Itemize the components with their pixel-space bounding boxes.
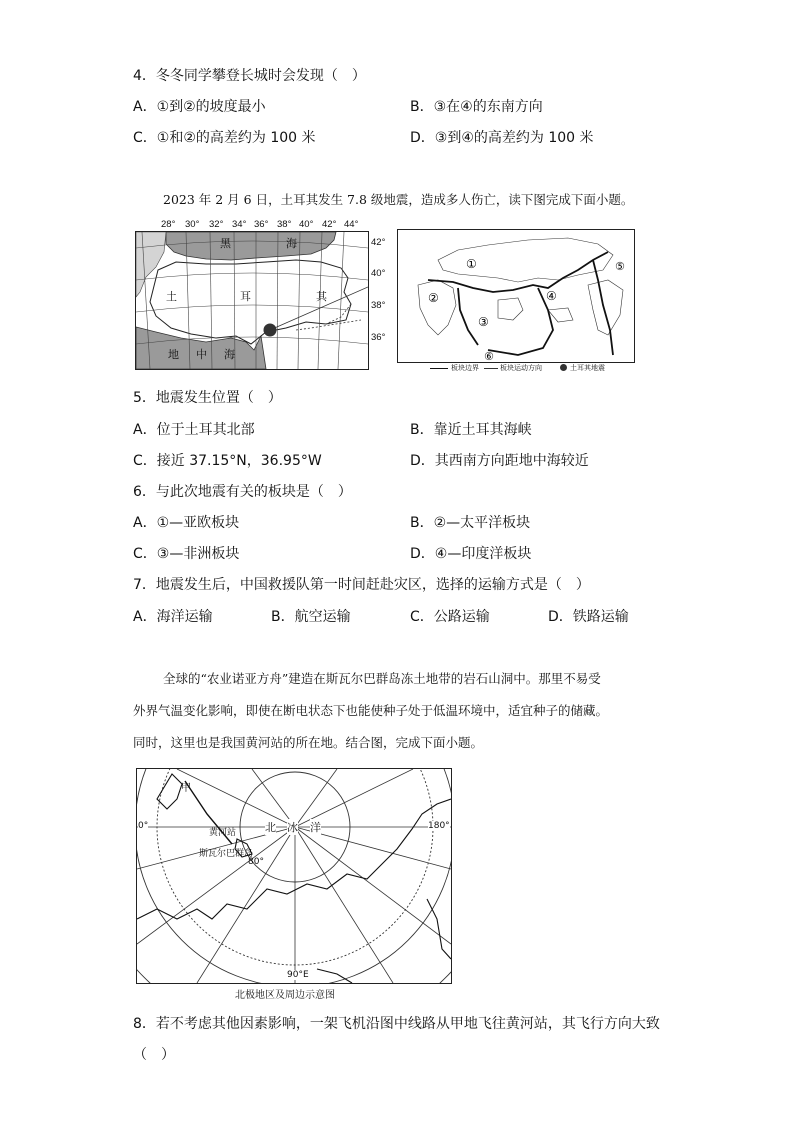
lon-tick: 42° (322, 219, 337, 230)
station-label: 黄河站 (209, 828, 237, 838)
arctic-map (136, 768, 452, 984)
plate-map-graphic (398, 230, 634, 362)
question-5-option-b: B．靠近土耳其海峡 (410, 422, 532, 438)
question-4-option-d: D．③到④的高差约为 100 米 (410, 130, 594, 146)
question-4-stem: 4．冬冬同学攀登长城时会发现（ ） (133, 68, 366, 84)
plate-marker-2: ② (428, 291, 439, 305)
med-label-3: 海 (224, 348, 235, 361)
lon-tick: 38° (277, 219, 292, 230)
lat-80-label: 80° (248, 857, 264, 867)
question-7-stem: 7．地震发生后，中国救援队第一时间赶赴灾区，选择的运输方式是（ ） (133, 577, 590, 593)
question-7-option-b: B．航空运输 (271, 609, 351, 625)
question-4-option-c: C．①和②的高差约为 100 米 (133, 130, 316, 146)
question-6-stem: 6．与此次地震有关的板块是（ ） (133, 484, 352, 500)
turkey-quake-intro: 2023 年 2 月 6 日，土耳其发生 7.8 级地震，造成多人伤亡，读下图完成下面小题。 (163, 192, 634, 207)
question-5-option-d: D．其西南方向距地中海较近 (410, 453, 589, 469)
lon-0-label: 0° (138, 821, 149, 831)
lon-tick: 32° (209, 219, 224, 230)
arctic-map-caption: 北极地区及周边示意图 (235, 990, 335, 1001)
legend-quake-swatch (560, 364, 567, 371)
lat-tick: 36° (371, 332, 386, 343)
ocean-label-2: 冰 (287, 821, 298, 834)
arctic-map-graphic (137, 769, 451, 983)
question-7-option-d: D．铁路运输 (548, 609, 629, 625)
plate-marker-1: ① (466, 257, 477, 271)
legend-boundary-label: 板块边界 (451, 364, 479, 372)
turkey-label-1: 土 (166, 290, 177, 303)
legend-motion-swatch (484, 368, 498, 369)
plate-marker-3: ③ (478, 315, 489, 329)
question-5-option-c: C．接近 37.15°N，36.95°W (133, 453, 322, 469)
plate-marker-6: ⑥ (484, 350, 494, 362)
question-8-blank: （ ） (133, 1047, 175, 1063)
lon-tick: 40° (299, 219, 314, 230)
black-sea-label-1: 黑 (220, 237, 231, 250)
legend-motion-label: 板块运动方向 (500, 364, 542, 372)
question-8-stem: 8．若不考虑其他因素影响，一架飞机沿图中线路从甲地飞往黄河站，其飞行方向大致 (133, 1016, 660, 1032)
svalbard-label: 斯瓦尔巴群岛 (199, 849, 254, 859)
question-5-stem: 5．地震发生位置（ ） (133, 390, 282, 406)
turkey-label-3: 其 (316, 290, 327, 303)
ocean-label-1: 北 (265, 821, 276, 834)
plate-map (397, 229, 635, 363)
question-6-option-b: B．②—太平洋板块 (410, 515, 531, 531)
question-6-option-c: C．③—非洲板块 (133, 546, 240, 562)
ocean-label-3: 洋 (310, 821, 321, 834)
question-4-option-b: B．③在④的东南方向 (410, 99, 543, 115)
lon-tick: 28° (161, 219, 176, 230)
lon-tick: 36° (254, 219, 269, 230)
question-6-option-d: D．④—印度洋板块 (410, 546, 532, 562)
question-5-option-a: A．位于土耳其北部 (133, 422, 255, 438)
lon-tick: 34° (232, 219, 247, 230)
lon-90e-label: 90°E (287, 970, 309, 980)
black-sea-label-2: 海 (286, 237, 297, 250)
legend-boundary-swatch (430, 368, 448, 369)
lat-tick: 40° (371, 268, 386, 279)
lon-180-label: 180° (428, 821, 450, 831)
plate-marker-5: ⑤ (615, 260, 625, 273)
question-4-option-a: A．①到②的坡度最小 (133, 99, 266, 115)
legend-quake-label: 土耳其地震 (570, 364, 605, 372)
turkey-label-2: 耳 (240, 290, 251, 303)
med-label-2: 中 (196, 348, 207, 361)
svalbard-intro-line-2: 外界气温变化影响，即使在断电状态下也能使种子处于低温环境中，适宜种子的储藏。 (133, 703, 609, 718)
question-7-option-a: A．海洋运输 (133, 609, 213, 625)
lon-tick: 44° (344, 219, 359, 230)
svalbard-intro-line-3: 同时，这里也是我国黄河站的所在地。结合图，完成下面小题。 (133, 735, 484, 750)
turkey-map-frame (135, 231, 369, 370)
question-7-option-c: C．公路运输 (410, 609, 490, 625)
plate-marker-4: ④ (546, 289, 557, 303)
jia-label: 甲 (181, 783, 191, 794)
lat-tick: 38° (371, 300, 386, 311)
lat-tick: 42° (371, 237, 386, 248)
question-6-option-a: A．①—亚欧板块 (133, 515, 240, 531)
svalbard-intro-line-1: 全球的“农业诺亚方舟”建造在斯瓦尔巴群岛冻土地带的岩石山洞中。那里不易受 (163, 671, 601, 686)
lon-tick: 30° (185, 219, 200, 230)
med-label-1: 地 (168, 348, 179, 361)
